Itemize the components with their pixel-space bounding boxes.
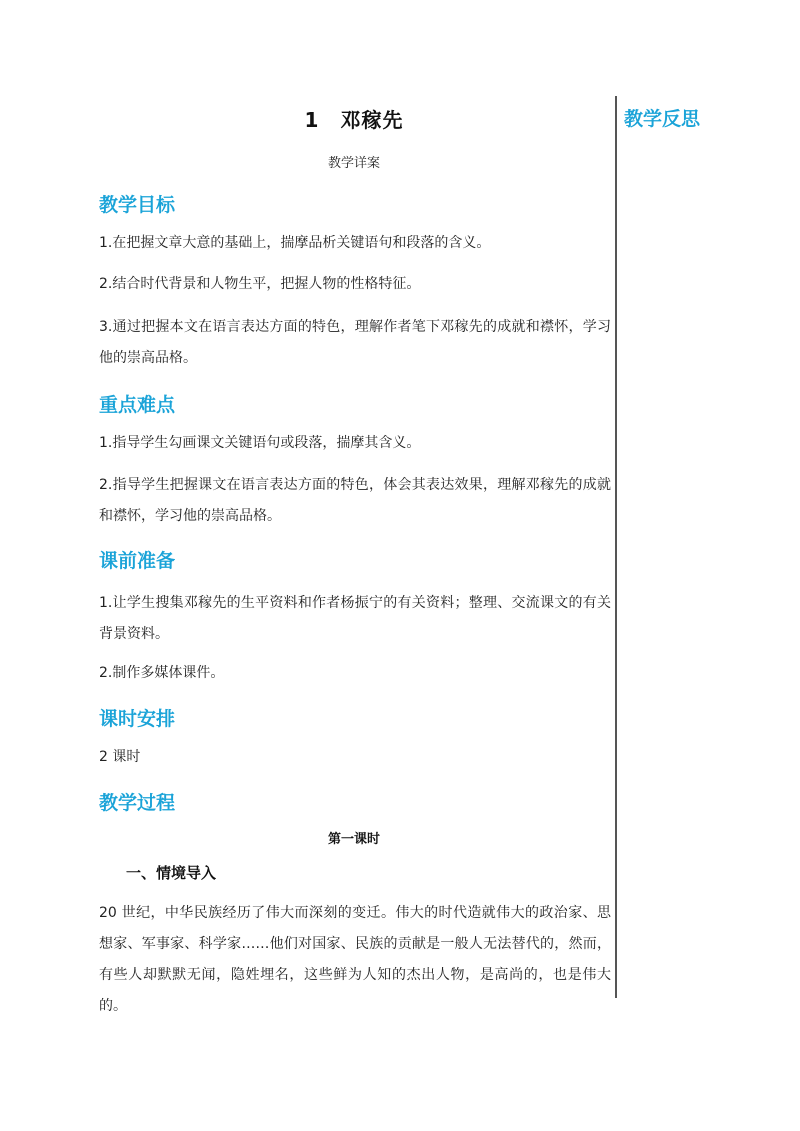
section-heading-key-points: 重点难点: [99, 394, 176, 416]
teaching-reflection-label: 教学反思: [624, 108, 701, 130]
section-heading-preparation: 课前准备: [99, 550, 176, 572]
page-title: 1 邓稼先: [304, 108, 404, 132]
key-point-item: 1.指导学生勾画课文关键语句或段落，揣摩其含义。: [99, 435, 421, 451]
key-point-item: 2.指导学生把握课文在语言表达方面的特色，体会其表达效果，理解邓稼先的成就和襟怀，学习他的崇高品格。: [99, 477, 611, 524]
page-subtitle: 教学详案: [327, 156, 380, 171]
subsection-heading-intro: 一、情境导入: [126, 864, 217, 882]
margin-divider-line: [615, 96, 617, 998]
intro-paragraph: 20 世纪，中华民族经历了伟大而深刻的变迁。伟大的时代造就伟大的政治家、思想家、军事家、科学家……他们对国家、民族的贡献是一般人无法替代的，然而，有些人却默默无闻，隐姓埋名，这些鲜为人知的杰出人物，是高尚的，也是伟大的。: [99, 905, 611, 1014]
section-heading-process: 教学过程: [99, 792, 176, 814]
section-heading-schedule: 课时安排: [99, 708, 176, 730]
section-heading-goals: 教学目标: [99, 194, 176, 216]
goal-item: 2.结合时代背景和人物生平，把握人物的性格特征。: [99, 276, 421, 292]
goal-item: 1.在把握文章大意的基础上，揣摩品析关键语句和段落的含义。: [99, 235, 491, 251]
schedule-text: 2 课时: [99, 749, 141, 765]
preparation-item: 2.制作多媒体课件。: [99, 665, 225, 681]
goal-item: 3.通过把握本文在语言表达方面的特色，理解作者笔下邓稼先的成就和襟怀，学习他的崇高品格。: [99, 319, 611, 366]
lesson-label: 第一课时: [327, 832, 380, 847]
preparation-item: 1.让学生搜集邓稼先的生平资料和作者杨振宁的有关资料；整理、交流课文的有关背景资料。: [99, 595, 611, 642]
